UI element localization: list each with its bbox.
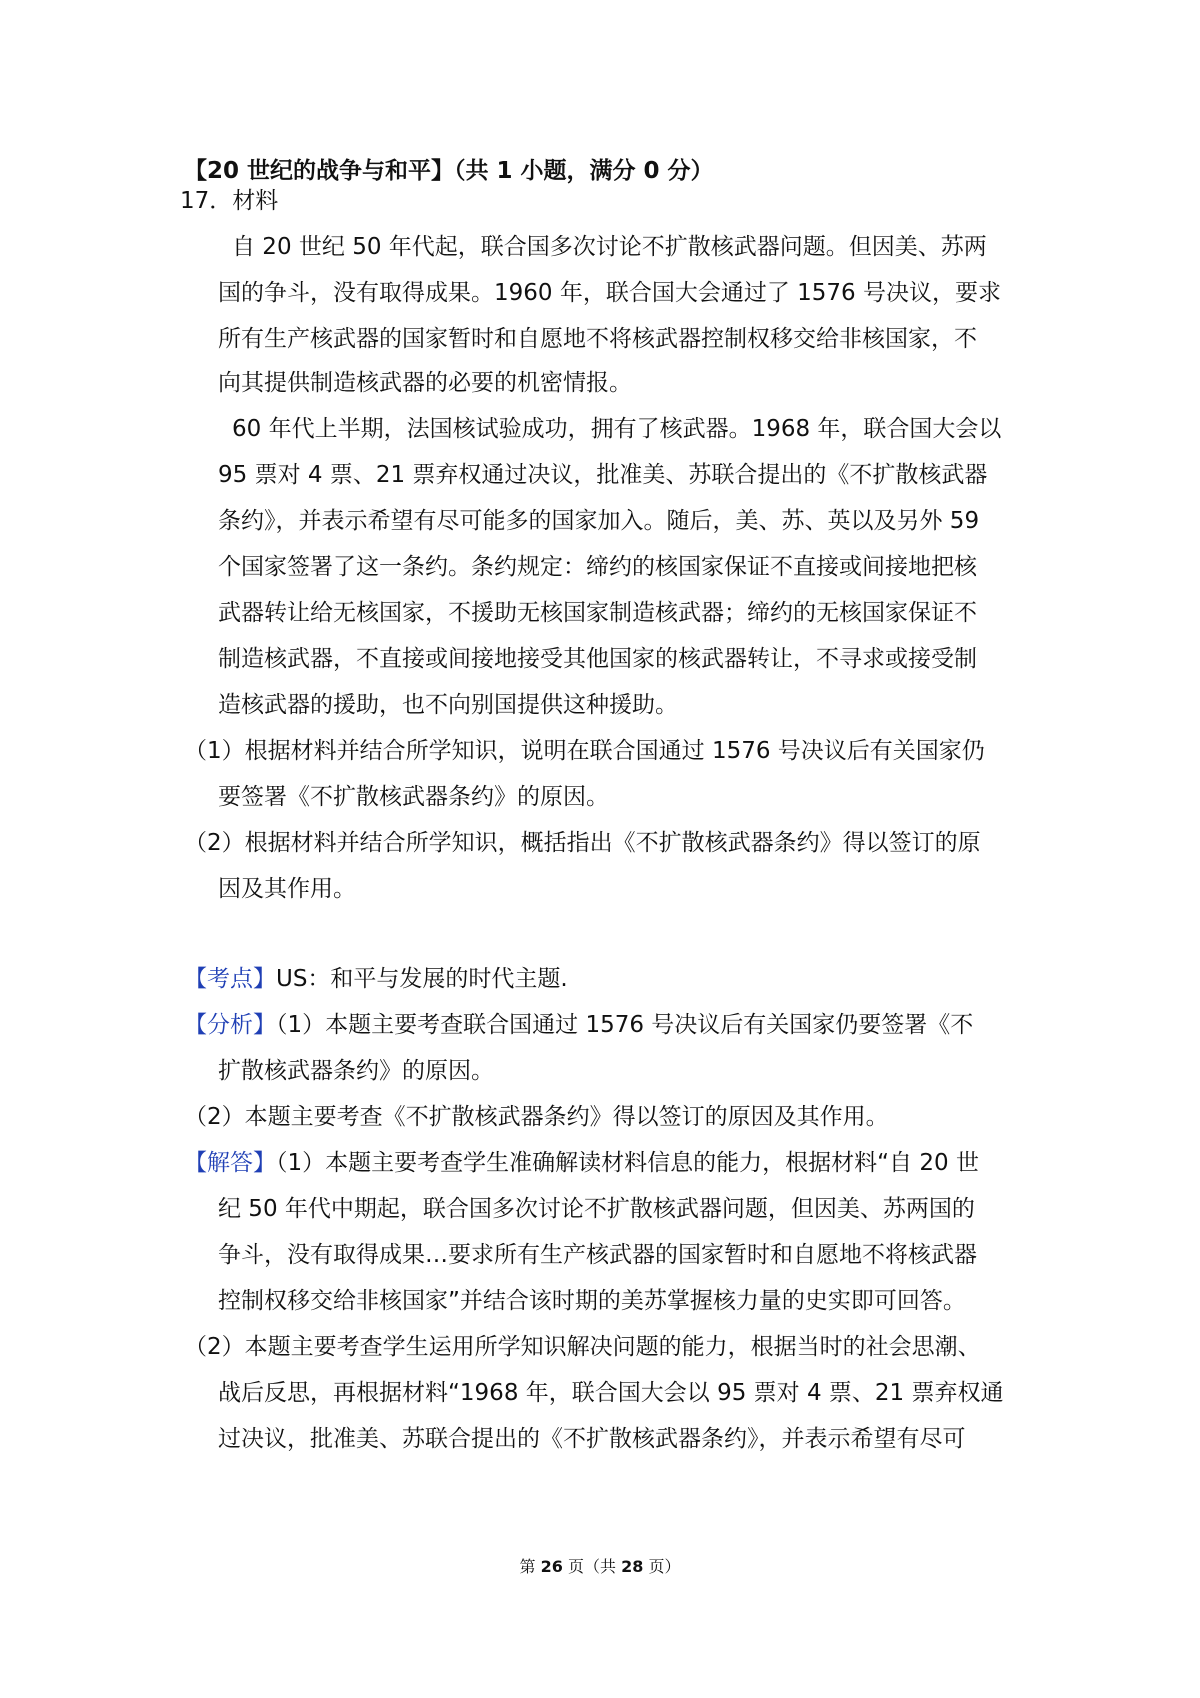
- jieda-line: 控制权移交给非核国家”并结合该时期的美苏掌握核力量的史实即可回答。: [218, 1288, 966, 1314]
- fenxi-line: 扩散核武器条约》的原因。: [218, 1058, 494, 1084]
- jieda-label: 【解答】: [184, 1150, 276, 1176]
- material-line: 制造核武器，不直接或间接地接受其他国家的核武器转让，不寻求或接受制: [218, 646, 977, 672]
- sub-question-1-cont: 要签署《不扩散核武器条约》的原因。: [218, 784, 609, 810]
- kaodian-row: [184, 962, 568, 996]
- jieda-line: 过决议，批准美、苏联合提出的《不扩散核武器条约》，并表示希望有尽可: [218, 1426, 966, 1452]
- material-line: 武器转让给无核国家，不援助无核国家制造核武器；缔约的无核国家保证不: [218, 600, 977, 626]
- material-line: 国的争斗，没有取得成果。1960 年，联合国大会通过了 1576 号决议，要求: [218, 280, 1001, 306]
- kaodian-text: US：和平与发展的时代主题.: [276, 966, 568, 992]
- footer-middle: 页（共: [567, 1557, 616, 1576]
- question-number: 17．材料: [180, 188, 279, 214]
- material-line: 所有生产核武器的国家暂时和自愿地不将核武器控制权移交给非核国家，不: [218, 326, 977, 352]
- jieda-row: [184, 1146, 979, 1180]
- fenxi-line: （1）本题主要考查联合国通过 1576 号决议后有关国家仍要签署《不: [276, 1012, 974, 1038]
- footer-prefix: 第: [519, 1557, 536, 1576]
- sub-question-2: （2）根据材料并结合所学知识，概括指出《不扩散核武器条约》得以签订的原: [184, 830, 981, 856]
- material-line: 60 年代上半期，法国核试验成功，拥有了核武器。1968 年，联合国大会以: [232, 416, 1002, 442]
- sub-question-2-cont: 因及其作用。: [218, 876, 356, 902]
- current-page-number: 26: [540, 1557, 563, 1576]
- jieda-line: （1）本题主要考查学生准确解读材料信息的能力，根据材料“自 20 世: [276, 1150, 979, 1176]
- total-pages-number: 28: [621, 1557, 644, 1576]
- material-line: 个国家签署了这一条约。条约规定：缔约的核国家保证不直接或间接地把核: [218, 554, 977, 580]
- material-line: 向其提供制造核武器的必要的机密情报。: [218, 370, 632, 396]
- fenxi-row: [184, 1008, 973, 1042]
- section-title: 【20 世纪的战争与和平】（共 1 小题，满分 0 分）: [184, 158, 714, 184]
- jieda-line: （2）本题主要考查学生运用所学知识解决问题的能力，根据当时的社会思潮、: [184, 1334, 981, 1360]
- fenxi-label: 【分析】: [184, 1012, 276, 1038]
- material-line: 造核武器的援助，也不向别国提供这种援助。: [218, 692, 678, 718]
- sub-question-1: （1）根据材料并结合所学知识，说明在联合国通过 1576 号决议后有关国家仍: [184, 738, 985, 764]
- jieda-line: 纪 50 年代中期起，联合国多次讨论不扩散核武器问题，但因美、苏两国的: [218, 1196, 975, 1222]
- fenxi-line: （2）本题主要考查《不扩散核武器条约》得以签订的原因及其作用。: [184, 1104, 889, 1130]
- jieda-line: 争斗，没有取得成果…要求所有生产核武器的国家暂时和自愿地不将核武器: [218, 1242, 977, 1268]
- kaodian-label: 【考点】: [184, 966, 276, 992]
- material-line: 自 20 世纪 50 年代起，联合国多次讨论不扩散核武器问题。但因美、苏两: [232, 234, 987, 260]
- jieda-line: 战后反思，再根据材料“1968 年，联合国大会以 95 票对 4 票、21 票弃权通: [218, 1380, 1004, 1406]
- material-line: 95 票对 4 票、21 票弃权通过决议，批准美、苏联合提出的《不扩散核武器: [218, 462, 988, 488]
- material-line: 条约》，并表示希望有尽可能多的国家加入。随后，美、苏、英以及另外 59: [218, 508, 980, 534]
- footer-suffix: 页）: [648, 1557, 681, 1576]
- page-footer: [0, 1556, 1200, 1578]
